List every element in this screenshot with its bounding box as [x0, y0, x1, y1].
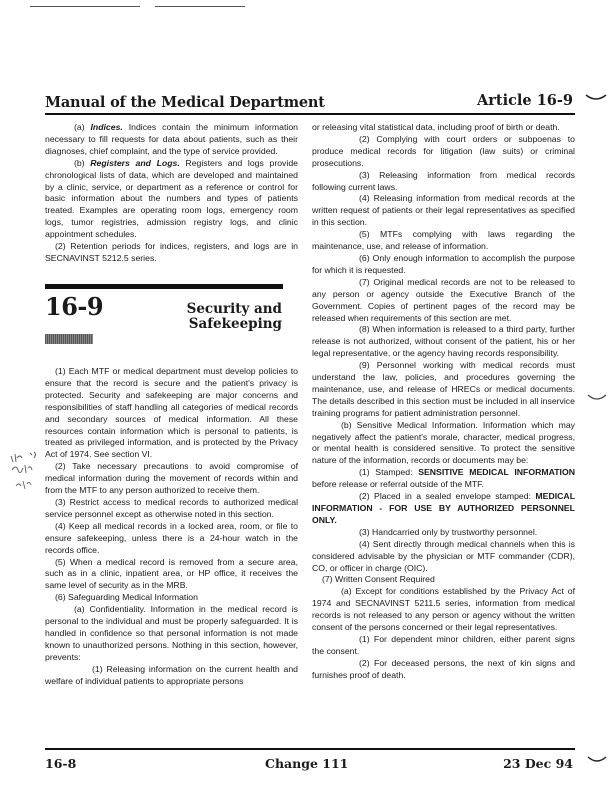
- paragraph-text: (4) Releasing information from medical records at the written request of patients or their legal representatives as specified in this section.: [312, 193, 575, 228]
- paragraph: [45, 557, 298, 593]
- section-shade-box: [45, 334, 93, 344]
- paragraph-text: (2) Complying with court orders or subpoenas to produce medical records for litigation (law suits) or criminal prosecutions.: [312, 133, 575, 168]
- margin-mark-icon: [584, 92, 608, 104]
- handwritten-annotation-icon: [8, 448, 42, 494]
- paragraph: [312, 170, 575, 194]
- paragraph-text: (5) MTFs complying with laws regarding the maintenance, use, and release of information.: [312, 229, 575, 252]
- margin-mark-icon: [586, 754, 608, 766]
- paragraph-text: (2) Retention periods for indices, registers, and logs are in SECNAVINST 5212.5 series.: [45, 241, 298, 263]
- paragraph-text: (4) Sent directly through medical channels when this is considered advisable by the physician or MTF commander (CDR), CO, or officer in charge (OIC).: [312, 538, 575, 573]
- paragraph-text: (6) Safeguarding Medical Information: [55, 592, 198, 603]
- scan-line: [155, 6, 245, 7]
- paragraph-text: (8) When information is released to a third party, further release is not authorized, without consent of the patient, his or her legal representative, or the agency having records responsibility.: [312, 324, 575, 359]
- paragraph: [312, 467, 575, 491]
- paragraph: [312, 527, 575, 539]
- paragraph-text: Indices contain the minimum information necessary to fill requests for data about patients, such as their diagnoses, chief complaint, and the type of service provided.: [45, 122, 298, 156]
- paragraph: [312, 277, 575, 325]
- section-title-line: Safekeeping: [188, 316, 282, 332]
- paragraph-text: (4) Keep all medical records in a locked area, room, or file to ensure safekeeping, unless there is a 24-hour watch in the records office.: [45, 520, 298, 555]
- paragraph: [312, 586, 575, 634]
- paragraph: [312, 491, 575, 527]
- paragraph: [312, 634, 575, 658]
- paragraph: [312, 229, 575, 253]
- paragraph: [45, 604, 298, 664]
- running-header-article: Article 16-9: [477, 92, 573, 109]
- paragraph: [312, 658, 575, 682]
- paragraph-text: (3) Restrict access to medical records to authorized medical service personnel except as otherwise noted in this section.: [45, 496, 298, 519]
- paragraph: [45, 241, 298, 265]
- paragraph: [312, 360, 575, 420]
- paragraph: [312, 574, 575, 586]
- paragraph: [312, 420, 575, 468]
- paragraph-text: (a) Except for conditions established by the Privacy Act of 1974 and SECNAVINST 5211.5 series, information from medical records is not released to any person or agency without the written consent of the persons concerned or their legal representatives.: [312, 586, 575, 633]
- paragraph: [45, 366, 298, 461]
- paragraph-text: (7) Written Consent Required: [322, 574, 435, 585]
- footer-rule: [45, 748, 575, 750]
- margin-mark-icon: [586, 392, 608, 404]
- paragraph-text: (3) Handcarried only by trustworthy personnel.: [359, 526, 538, 537]
- paragraph: [312, 122, 575, 134]
- section-rule: [45, 284, 283, 289]
- emphasis-text: Indices.: [90, 122, 123, 132]
- column-a-text: [45, 122, 298, 265]
- emphasis-text: MEDICAL INFORMATION - FOR USE BY AUTHORIZED PERSONNEL ONLY.: [312, 491, 575, 525]
- paragraph: [312, 193, 575, 229]
- footer-change: Change 111: [265, 756, 349, 771]
- paragraph-text: (7) Original medical records are not to be released to any person or agency outside the Executive Branch of the Government. Copies of pertinent pages of the record may be released when requirements of this section are met.: [312, 276, 575, 323]
- paragraph-text: (a): [74, 122, 91, 132]
- paragraph: [45, 122, 298, 158]
- paragraph-text: (1) For dependent minor children, either parent signs the consent.: [312, 633, 575, 656]
- running-header-title: Manual of the Medical Department: [45, 94, 325, 111]
- paragraph: [45, 497, 298, 521]
- paragraph-text: or releasing vital statistical data, including proof of birth or death.: [312, 122, 560, 132]
- paragraph-text: (1) Releasing information on the current health and welfare of individual patients to appropriate persons: [45, 663, 298, 686]
- footer-page-number: 16-8: [45, 756, 77, 771]
- paragraph-text: (2) Placed in a sealed envelope stamped:: [359, 491, 536, 502]
- paragraph-text: (b) Sensitive Medical Information. Information which may negatively affect the patient's morale, character, medical progress, or mental health is considered sensitive. To protect the sensitive nature of the information, records or documents may be:: [312, 419, 575, 466]
- paragraph-text: (5) When a medical record is removed from a secure area, such as in a clinic, inpatient area, or HP office, it receives the same level of security as in the MRB.: [45, 556, 298, 591]
- column-b-text: [45, 366, 298, 687]
- paragraph-text: (1) Stamped:: [359, 467, 419, 478]
- paragraph: [312, 539, 575, 575]
- paragraph-text: (6) Only enough information to accomplish the purpose for which it is requested.: [312, 252, 575, 275]
- section-title: [150, 302, 282, 332]
- paragraph-text: (a) Confidentiality. Information in the medical record is personal to the individual and must be properly safeguarded. It is handled in confidence so that personal information is not made known to unauthorized persons. Nothing in this section, however, prevents:: [45, 604, 298, 662]
- paragraph: [312, 253, 575, 277]
- paragraph-text: (3) Releasing information from medical records following current laws.: [312, 169, 575, 192]
- emphasis-text: SENSITIVE MEDICAL INFORMATION: [418, 467, 575, 478]
- paragraph: [45, 461, 298, 497]
- paragraph: [45, 592, 298, 604]
- paragraph-text: before release or referral outside of the MTF.: [312, 479, 484, 490]
- section-title-line: Security and: [186, 301, 282, 317]
- scan-line: [30, 6, 140, 7]
- paragraph: [45, 664, 298, 688]
- paragraph-text: (9) Personnel working with medical records must understand the law, policies, and procedures governing the maintenance, use, and release of HRECs or medical documents. The details described in this section must be included in all inservice training programs for patient administration personnel.: [312, 360, 575, 418]
- column-c-text: [312, 122, 575, 682]
- emphasis-text: Registers and Logs.: [90, 157, 180, 168]
- paragraph: [312, 134, 575, 170]
- paragraph-text: Registers and logs provide chronological lists of data, which are developed and maintained by a clinic, service, or department as a reference or control for basic information about the numbers and types of patients treated. Examples are operating room logs, emergency room logs, tumor registries, admission registry logs, and clinic appointment schedules.: [45, 157, 298, 240]
- paragraph-text: (b): [74, 157, 91, 168]
- section-number: 16-9: [45, 292, 104, 321]
- header-rule: [45, 113, 575, 115]
- paragraph: [312, 324, 575, 360]
- paragraph: [45, 521, 298, 557]
- paragraph-text: (1) Each MTF or medical department must develop policies to ensure that the record is secure and the patient's privacy is protected. Security and safekeeping are major concerns and responsibilities of staff handling all categories of medical records and secondary sources of medical information. All these resources contain information which is personal to patients, is treated as privileged information, and is protected by the Privacy Act of 1974. See section VI.: [45, 366, 298, 460]
- paragraph-text: (2) For deceased persons, the next of kin signs and furnishes proof of death.: [312, 657, 575, 680]
- paragraph-text: (2) Take necessary precautions to avoid compromise of medical information during the movement of records within and from the MTF to any person authorized to receive them.: [45, 461, 298, 496]
- footer-date: 23 Dec 94: [503, 756, 573, 771]
- paragraph: [45, 158, 298, 241]
